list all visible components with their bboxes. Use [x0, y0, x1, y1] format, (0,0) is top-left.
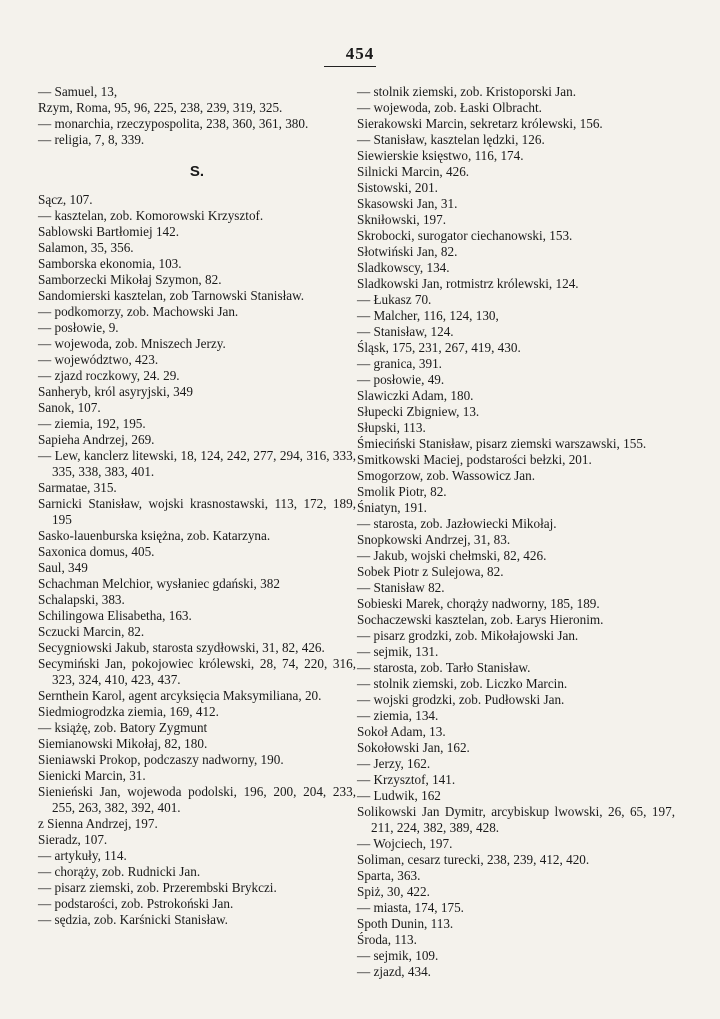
- index-entry: — sędzia, zob. Karśnicki Stanisław.: [38, 912, 228, 927]
- index-entry: Skasowski Jan, 31.: [357, 196, 458, 211]
- index-entry: Skrobocki, surogator ciechanowski, 153.: [357, 228, 573, 243]
- index-entry: — ziemia, 134.: [357, 708, 439, 723]
- index-entry: Salamon, 35, 356.: [38, 240, 134, 255]
- index-entry: Sapieha Andrzej, 269.: [38, 432, 155, 447]
- index-entry: — Jerzy, 162.: [357, 756, 431, 771]
- index-entry: — województwo, 423.: [38, 352, 159, 367]
- index-entry: Sienicki Marcin, 31.: [38, 768, 146, 783]
- index-entry: Sablowski Bartłomiej 142.: [38, 224, 180, 239]
- index-entry: — podkomorzy, zob. Machowski Jan.: [38, 304, 239, 319]
- index-entry: Sobieski Marek, chorąży nadworny, 185, 189.: [357, 596, 600, 611]
- entries-right: [357, 84, 675, 980]
- index-entry: — Malcher, 116, 124, 130,: [357, 308, 499, 323]
- index-entry: — pisarz grodzki, zob. Mikołajowski Jan.: [357, 628, 579, 643]
- index-column-left: [38, 84, 356, 928]
- index-entry: — Stanisław, 124.: [357, 324, 454, 339]
- index-entry: Sieradz, 107.: [38, 832, 108, 847]
- index-entry: — miasta, 174, 175.: [357, 900, 464, 915]
- index-entry: Śląsk, 175, 231, 267, 419, 430.: [357, 340, 521, 355]
- index-entry: Secygniowski Jakub, starosta szydłowski, 31, 82, 426.: [38, 640, 325, 655]
- index-entry: Śniatyn, 191.: [357, 500, 427, 515]
- index-entry: — starosta, zob. Tarło Stanisław.: [357, 660, 531, 675]
- index-entry: — Krzysztof, 141.: [357, 772, 456, 787]
- index-entry: — kasztelan, zob. Komorowski Krzysztof.: [38, 208, 264, 223]
- index-entry: — chorąży, zob. Rudnicki Jan.: [38, 864, 201, 879]
- index-entry: — religia, 7, 8, 339.: [38, 132, 145, 147]
- index-entry: Słotwiński Jan, 82.: [357, 244, 458, 259]
- index-entry: Sieniawski Prokop, podczaszy nadworny, 190.: [38, 752, 284, 767]
- entries-after-section: [38, 192, 356, 928]
- index-entry: — podstarości, zob. Pstrokoński Jan.: [38, 896, 234, 911]
- index-entry: — zjazd roczkowy, 24. 29.: [38, 368, 180, 383]
- index-entry: — starosta, zob. Jazłowiecki Mikołaj.: [357, 516, 557, 531]
- index-entry: — posłowie, 49.: [357, 372, 445, 387]
- index-entry: — Jakub, wojski chełmski, 82, 426.: [357, 548, 547, 563]
- index-entry: Siemianowski Mikołaj, 82, 180.: [38, 736, 208, 751]
- index-entry: Siewierskie księstwo, 116, 174.: [357, 148, 524, 163]
- index-entry: Sarnicki Stanisław, wojski krasnostawski, 113, 172, 189, 195: [38, 496, 356, 527]
- index-entry: Słupecki Zbigniew, 13.: [357, 404, 480, 419]
- index-entry: z Sienna Andrzej, 197.: [38, 816, 158, 831]
- index-entry: Skniłowski, 197.: [357, 212, 447, 227]
- index-entry: Sochaczewski kasztelan, zob. Łarys Hieronim.: [357, 612, 604, 627]
- index-entry: — Ludwik, 162: [357, 788, 441, 803]
- index-entry: — sejmik, 131.: [357, 644, 439, 659]
- index-entry: — stolnik ziemski, zob. Kristoporski Jan.: [357, 84, 577, 99]
- index-entry: Sladkowski Jan, rotmistrz królewski, 124.: [357, 276, 579, 291]
- index-entry: — wojski grodzki, zob. Pudłowski Jan.: [357, 692, 565, 707]
- index-entry: Sienieński Jan, wojewoda podolski, 196, 200, 204, 233, 255, 263, 382, 392, 401.: [38, 784, 356, 815]
- index-entry: — monarchia, rzeczypospolita, 238, 360, 361, 380.: [38, 116, 309, 131]
- index-entry: — Stanisław 82.: [357, 580, 445, 595]
- index-entry: — wojewoda, zob. Mniszech Jerzy.: [38, 336, 226, 351]
- index-entry: — zjazd, 434.: [357, 964, 431, 979]
- index-entry: Secymiński Jan, pokojowiec królewski, 28, 74, 220, 316, 323, 324, 410, 423, 437.: [38, 656, 356, 687]
- index-entry: Rzym, Roma, 95, 96, 225, 238, 239, 319, 325.: [38, 100, 283, 115]
- index-entry: — stolnik ziemski, zob. Liczko Marcin.: [357, 676, 568, 691]
- index-entry: Samborzecki Mikołaj Szymon, 82.: [38, 272, 222, 287]
- index-entry: Sobek Piotr z Sulejowa, 82.: [357, 564, 504, 579]
- index-entry: Sladkowscy, 134.: [357, 260, 450, 275]
- index-entry: Środa, 113.: [357, 932, 417, 947]
- index-entry: — Łukasz 70.: [357, 292, 432, 307]
- index-entry: Samborska ekonomia, 103.: [38, 256, 182, 271]
- index-entry: Spoth Dunin, 113.: [357, 916, 454, 931]
- page-number: 454: [345, 44, 375, 63]
- index-entry: Sącz, 107.: [38, 192, 93, 207]
- index-entry: Silnicki Marcin, 426.: [357, 164, 470, 179]
- index-entry: Smitkowski Maciej, podstarości bełzki, 201.: [357, 452, 592, 467]
- index-entry: Sanok, 107.: [38, 400, 101, 415]
- index-entry: — Stanisław, kasztelan lędzki, 126.: [357, 132, 545, 147]
- index-entry: Smogorzow, zob. Wassowicz Jan.: [357, 468, 536, 483]
- index-entry: — artykuły, 114.: [38, 848, 127, 863]
- index-entry: Słupski, 113.: [357, 420, 426, 435]
- index-entry: Sandomierski kasztelan, zob Tarnowski Stanisław.: [38, 288, 305, 303]
- index-entry: Sanheryb, król asyryjski, 349: [38, 384, 193, 399]
- index-column-right: [357, 84, 675, 980]
- section-letter-heading: S.: [189, 163, 205, 180]
- index-entry: Siedmiogrodzka ziemia, 169, 412.: [38, 704, 219, 719]
- index-entry: Sernthein Karol, agent arcyksięcia Maksymiliana, 20.: [38, 688, 322, 703]
- index-entry: — książę, zob. Batory Zygmunt: [38, 720, 208, 735]
- index-entry: — Lew, kanclerz litewski, 18, 124, 242, 277, 294, 316, 333, 335, 338, 383, 401.: [38, 448, 356, 479]
- index-entry: Slawiczki Adam, 180.: [357, 388, 474, 403]
- index-entry: Spiż, 30, 422.: [357, 884, 430, 899]
- index-entry: Saul, 349: [38, 560, 88, 575]
- index-entry: Saxonica domus, 405.: [38, 544, 155, 559]
- index-entry: Schachman Melchior, wysłaniec gdański, 382: [38, 576, 280, 591]
- index-entry: Sierakowski Marcin, sekretarz królewski, 156.: [357, 116, 603, 131]
- index-entry: Śmieciński Stanisław, pisarz ziemski warszawski, 155.: [357, 436, 647, 451]
- index-entry: Schalapski, 383.: [38, 592, 125, 607]
- header-rule: [324, 66, 376, 67]
- entries-before-section: [38, 84, 356, 148]
- index-entry: — Wojciech, 197.: [357, 836, 453, 851]
- index-entry: Schilingowa Elisabetha, 163.: [38, 608, 192, 623]
- index-entry: Snopkowski Andrzej, 31, 83.: [357, 532, 511, 547]
- index-entry: Sarmatae, 315.: [38, 480, 117, 495]
- index-entry: — sejmik, 109.: [357, 948, 439, 963]
- index-entry: — ziemia, 192, 195.: [38, 416, 146, 431]
- index-entry: Smolik Piotr, 82.: [357, 484, 447, 499]
- index-entry: Sparta, 363.: [357, 868, 421, 883]
- index-entry: Solikowski Jan Dymitr, arcybiskup lwowski, 26, 65, 197, 211, 224, 382, 389, 428.: [357, 804, 675, 835]
- index-entry: Soliman, cesarz turecki, 238, 239, 412, 420.: [357, 852, 590, 867]
- index-entry: Sasko-lauenburska księżna, zob. Katarzyna.: [38, 528, 271, 543]
- index-entry: — Samuel, 13,: [38, 84, 118, 99]
- index-entry: Sokoł Adam, 13.: [357, 724, 446, 739]
- index-entry: Sistowski, 201.: [357, 180, 438, 195]
- index-entry: — pisarz ziemski, zob. Przerembski Brykczi.: [38, 880, 277, 895]
- index-entry: — wojewoda, zob. Łaski Olbracht.: [357, 100, 542, 115]
- index-entry: — granica, 391.: [357, 356, 442, 371]
- index-entry: Sczucki Marcin, 82.: [38, 624, 145, 639]
- index-entry: Sokołowski Jan, 162.: [357, 740, 470, 755]
- index-entry: — posłowie, 9.: [38, 320, 119, 335]
